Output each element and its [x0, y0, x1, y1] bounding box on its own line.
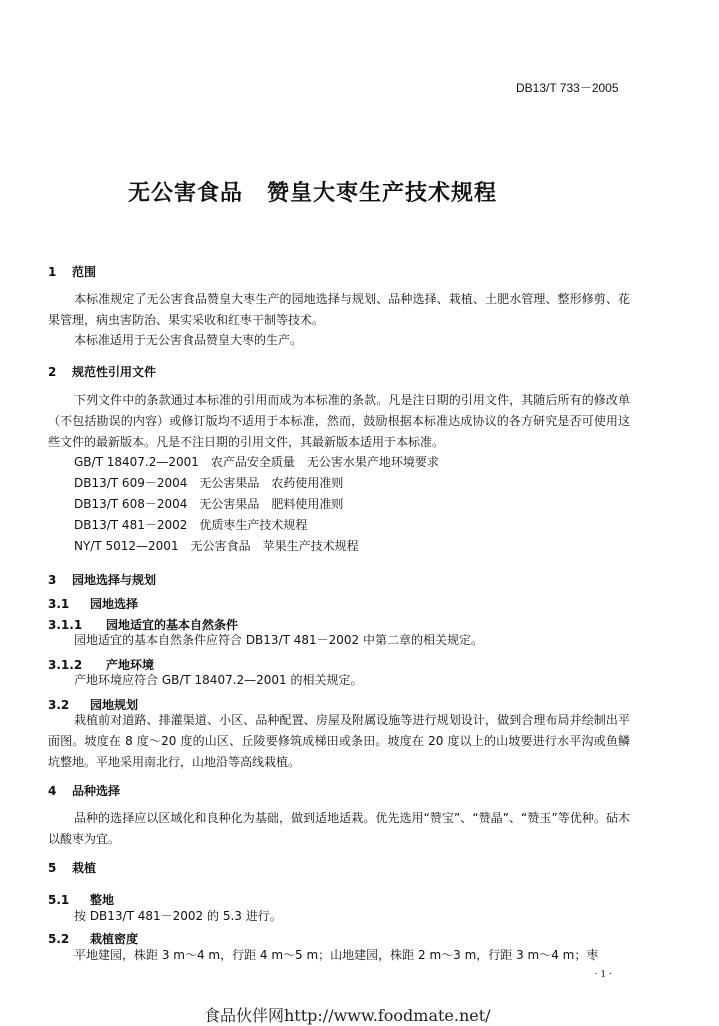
standard-code: DB13/T 733－2005: [516, 81, 619, 95]
section-1-paragraph-2: 本标准适用于无公害食品赞皇大枣的生产。: [74, 333, 303, 347]
subsection-title: 整地: [90, 893, 115, 907]
reference-item: NY/T 5012—2001 无公害食品 苹果生产技术规程: [74, 539, 359, 553]
subsection-3-1-heading: [48, 595, 138, 612]
subsection-number: 3.1.1: [48, 618, 83, 632]
section-number: 5: [48, 861, 57, 875]
subsection-title: 园地选择: [90, 597, 139, 611]
section-1-heading: [48, 263, 96, 280]
section-2-paragraph: 下列文件中的条款通过本标准的引用而成为本标准的条款。凡是注日期的引用文件，其随后所有的修改单（不包括勘误的内容）或修订版均不适用于本标准，然而，鼓励根据本标准达成协议的各方研究是否可使用这些文件的最新版本。凡是不注日期的引用文件，其最新版本适用于本标准。: [48, 393, 630, 449]
reference-item: DB13/T 608－2004 无公害果品 肥料使用准则: [74, 497, 344, 511]
subsection-5-2-text: 平地建园，株距 3 m～4 m，行距 4 m～5 m；山地建园，株距 2 m～3 m，行距 3 m～4 m；枣: [74, 948, 599, 962]
section-number: 2: [48, 365, 57, 379]
subsection-3-1-2-text: 产地环境应符合 GB/T 18407.2—2001 的相关规定。: [74, 673, 363, 687]
subsection-number: 3.2: [48, 698, 70, 712]
subsection-number: 5.2: [48, 932, 70, 946]
document-title: [128, 176, 497, 207]
section-title: 范围: [72, 265, 97, 279]
section-title: 栽植: [72, 861, 97, 875]
section-4-text: 品种的选择应以区域化和良种化为基础，做到适地适栽。优先选用“赞宝”、“赞晶”、“赞玉”等优种。砧木以酸枣为宜。: [48, 811, 630, 846]
subsection-number: 3.1: [48, 597, 70, 611]
reference-item: DB13/T 481－2002 优质枣生产技术规程: [74, 518, 308, 532]
footer-watermark: 食品伙伴网http://www.foodmate.net/: [204, 1006, 491, 1025]
subsection-title: 园地适宜的基本自然条件: [106, 618, 239, 632]
subsection-number: 3.1.2: [48, 658, 83, 672]
section-5-heading: [48, 859, 96, 876]
subsection-3-2-text: 栽植前对道路、排灌渠道、小区、品种配置、房屋及附属设施等进行规划设计，做到合理布局并绘制出平面图。坡度在 8 度～20 度的山区、丘陵要修筑成梯田或条田。坡度在 20 度以上的山坡要进行水平沟或鱼鳞坑整地。平地采用南北行，山地沿等高线栽植。: [48, 713, 630, 769]
subsection-title: 产地环境: [106, 658, 155, 672]
subsection-3-1-1-text: 园地适宜的基本自然条件应符合 DB13/T 481－2002 中第二章的相关规定。: [74, 633, 484, 647]
section-1-paragraph-1: 本标准规定了无公害食品赞皇大枣生产的园地选择与规划、品种选择、栽植、土肥水管理、整形修剪、花果管理，病虫害防治、果实采收和红枣干制等技术。: [48, 292, 630, 327]
section-2-heading: [48, 363, 156, 380]
section-title: 品种选择: [72, 784, 121, 798]
subsection-5-1-text: 按 DB13/T 481－2002 的 5.3 进行。: [74, 909, 282, 923]
section-title: 规范性引用文件: [72, 365, 157, 379]
page-number: · 1 ·: [594, 968, 613, 980]
section-number: 1: [48, 265, 57, 279]
reference-item: DB13/T 609－2004 无公害果品 农药使用准则: [74, 476, 344, 490]
section-title: 园地选择与规划: [72, 573, 157, 587]
title-part-2: 赞皇大枣生产技术规程: [267, 181, 498, 206]
section-number: 4: [48, 784, 57, 798]
subsection-title: 栽植密度: [90, 932, 139, 946]
subsection-number: 5.1: [48, 893, 70, 907]
section-4-heading: [48, 782, 120, 799]
section-3-heading: [48, 571, 156, 588]
section-number: 3: [48, 573, 57, 587]
reference-item: GB/T 18407.2—2001 农产品安全质量 无公害水果产地环境要求: [74, 455, 439, 469]
subsection-title: 园地规划: [90, 698, 139, 712]
title-part-1: 无公害食品: [128, 181, 244, 206]
